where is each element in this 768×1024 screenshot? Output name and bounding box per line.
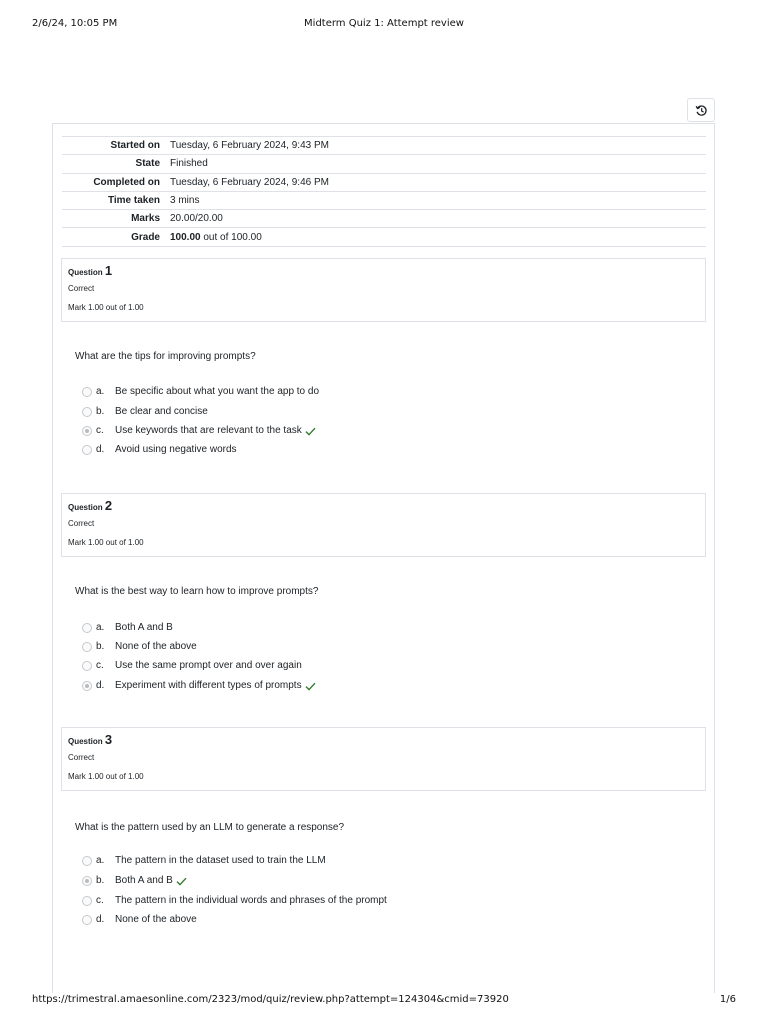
- question-state: Correct: [68, 284, 95, 293]
- answer-option[interactable]: [80, 894, 387, 908]
- summary-row-completed: [62, 173, 706, 191]
- answer-letter: d.: [96, 914, 105, 925]
- summary-row-time-taken: [62, 191, 706, 209]
- question-info-2: [61, 493, 706, 557]
- question-text: What is the pattern used by an LLM to generate a response?: [75, 822, 345, 833]
- answer-letter: c.: [96, 895, 104, 906]
- print-page-title: Midterm Quiz 1: Attempt review: [304, 18, 464, 29]
- question-number-value: 2: [104, 498, 113, 513]
- summary-label: State: [135, 158, 160, 170]
- answer-option[interactable]: [80, 405, 208, 419]
- history-icon: [695, 104, 708, 117]
- question-label: Question: [68, 268, 103, 277]
- answer-text: [115, 874, 187, 888]
- question-state: Correct: [68, 753, 95, 762]
- correct-check-icon: [305, 682, 316, 691]
- answer-label: None of the above: [115, 914, 197, 925]
- answer-label: Both A and B: [115, 622, 173, 633]
- question-number: [68, 732, 112, 747]
- print-datetime: 2/6/24, 10:05 PM: [32, 18, 118, 29]
- question-mark: Mark 1.00 out of 1.00: [68, 303, 144, 312]
- answer-letter: d.: [96, 680, 105, 691]
- answer-letter: b.: [96, 641, 105, 652]
- content-frame-top: [52, 123, 715, 124]
- print-url: https://trimestral.amaesonline.com/2323/mod/quiz/review.php?attempt=124304&cmid=73920: [32, 994, 509, 1005]
- radio-button[interactable]: [82, 915, 92, 925]
- summary-row-started: [62, 137, 706, 155]
- answer-letter: b.: [96, 875, 105, 886]
- answer-label: The pattern in the individual words and phrases of the prompt: [115, 895, 387, 906]
- question-mark: Mark 1.00 out of 1.00: [68, 772, 144, 781]
- answer-label: Use keywords that are relevant to the task: [115, 425, 302, 436]
- question-label: Question: [68, 503, 103, 512]
- attempt-summary-table: [62, 136, 706, 247]
- question-state: Correct: [68, 519, 95, 528]
- answer-label: Be specific about what you want the app to do: [115, 386, 320, 397]
- grade-out-of: out of 100.00: [200, 231, 262, 243]
- question-text: What are the tips for improving prompts?: [75, 351, 256, 362]
- radio-button[interactable]: [82, 407, 92, 417]
- question-number: [68, 498, 112, 513]
- print-footer: [32, 994, 736, 1008]
- question-label: Question: [68, 737, 103, 746]
- history-button[interactable]: [687, 98, 715, 122]
- radio-button[interactable]: [82, 623, 92, 633]
- answer-option-selected[interactable]: [80, 679, 302, 693]
- answer-label: The pattern in the dataset used to train the LLM: [115, 855, 326, 866]
- answer-option[interactable]: [80, 913, 197, 927]
- print-header: [32, 18, 736, 32]
- answer-option[interactable]: [80, 443, 237, 457]
- correct-check-icon: [176, 877, 187, 886]
- question-info-3: [61, 727, 706, 791]
- question-number-value: 3: [104, 732, 113, 747]
- answer-letter: d.: [96, 444, 105, 455]
- answer-text: [115, 913, 197, 927]
- answer-text: [115, 621, 173, 635]
- summary-value: Tuesday, 6 February 2024, 9:46 PM: [170, 176, 329, 188]
- answer-label: Be clear and concise: [115, 406, 208, 417]
- print-page-number: 1/6: [719, 994, 736, 1005]
- answer-option[interactable]: [80, 659, 302, 673]
- answer-label: Use the same prompt over and over again: [115, 660, 302, 671]
- answer-label: Experiment with different types of prompts: [115, 680, 302, 691]
- summary-label: Started on: [110, 140, 160, 152]
- answer-letter: a.: [96, 386, 105, 397]
- answer-text: [115, 894, 387, 908]
- answer-letter: c.: [96, 660, 104, 671]
- answer-text: [115, 640, 197, 654]
- summary-value: 3 mins: [170, 195, 200, 207]
- answer-text: [115, 854, 326, 868]
- radio-button[interactable]: [82, 856, 92, 866]
- question-info-1: [61, 258, 706, 322]
- answer-letter: c.: [96, 425, 104, 436]
- content-frame-right: [714, 123, 715, 993]
- answer-option[interactable]: [80, 385, 320, 399]
- summary-row-marks: [62, 210, 706, 228]
- content-frame-left: [52, 123, 53, 993]
- summary-label: Completed on: [93, 176, 160, 188]
- summary-value: [166, 228, 706, 246]
- answer-text: [115, 659, 302, 673]
- summary-value: Tuesday, 6 February 2024, 9:43 PM: [170, 140, 329, 152]
- correct-check-icon: [305, 427, 316, 436]
- answer-text: [115, 443, 237, 457]
- radio-button[interactable]: [82, 896, 92, 906]
- radio-button[interactable]: [82, 661, 92, 671]
- answer-text: [115, 405, 208, 419]
- radio-button[interactable]: [82, 445, 92, 455]
- summary-value: 20.00/20.00: [170, 213, 223, 225]
- answer-letter: b.: [96, 406, 105, 417]
- question-mark: Mark 1.00 out of 1.00: [68, 538, 144, 547]
- question-number-value: 1: [104, 263, 113, 278]
- answer-text: [115, 679, 316, 693]
- answer-option[interactable]: [80, 854, 326, 868]
- answer-label: Both A and B: [115, 875, 173, 886]
- summary-label: Marks: [131, 213, 160, 225]
- answer-option[interactable]: [80, 621, 173, 635]
- summary-label: Time taken: [107, 195, 160, 207]
- radio-button[interactable]: [82, 387, 92, 397]
- grade-score: 100.00: [170, 231, 201, 243]
- question-number: [68, 263, 112, 278]
- summary-value: Finished: [170, 158, 208, 170]
- answer-letter: a.: [96, 622, 105, 633]
- question-text: What is the best way to learn how to improve prompts?: [75, 586, 319, 597]
- radio-button-checked[interactable]: [82, 876, 92, 886]
- answer-option-selected[interactable]: [80, 424, 302, 438]
- answer-text: [115, 424, 316, 438]
- radio-button-checked[interactable]: [82, 681, 92, 691]
- summary-row-state: [62, 155, 706, 173]
- radio-button-checked[interactable]: [82, 426, 92, 436]
- summary-row-grade: [62, 228, 706, 246]
- answer-label: None of the above: [115, 641, 197, 652]
- answer-label: Avoid using negative words: [115, 444, 237, 455]
- answer-option[interactable]: [80, 640, 197, 654]
- summary-label: Grade: [131, 231, 160, 243]
- answer-option-selected[interactable]: [80, 874, 173, 888]
- radio-button[interactable]: [82, 642, 92, 652]
- answer-letter: a.: [96, 855, 105, 866]
- answer-text: [115, 385, 319, 399]
